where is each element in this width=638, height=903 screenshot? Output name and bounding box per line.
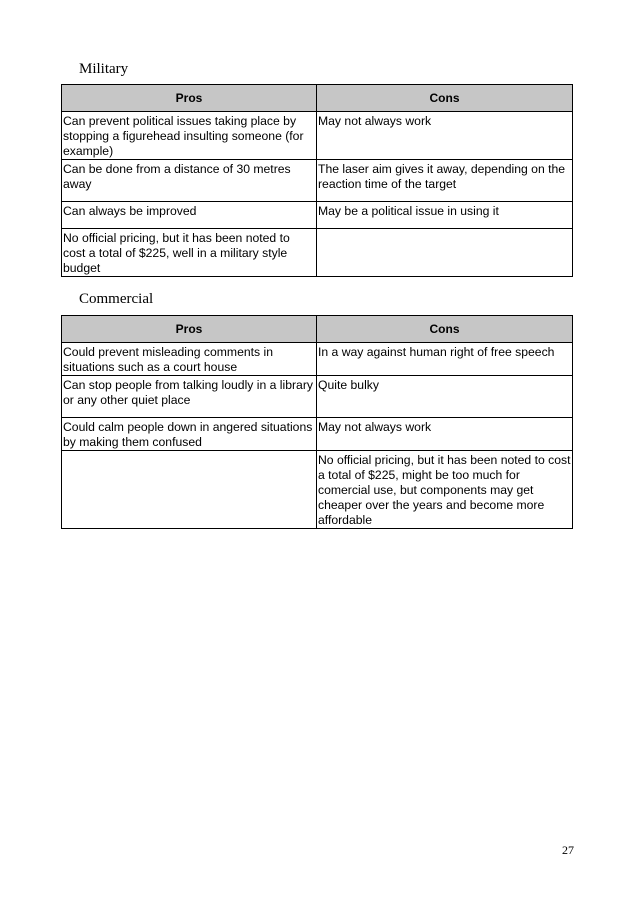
table-header-row xyxy=(62,85,573,112)
pro-cell: Can be done from a distance of 30 metres away xyxy=(62,160,317,202)
pro-cell: Can always be improved xyxy=(62,202,317,229)
con-cell: May not always work xyxy=(317,418,573,451)
table-row xyxy=(62,229,573,277)
table-row xyxy=(62,451,573,529)
con-cell: May be a political issue in using it xyxy=(317,202,573,229)
con-cell: No official pricing, but it has been noted to cost a total of $225, might be too much for comercial use, but components may get cheaper over the years and become more affordable xyxy=(317,451,573,529)
table-row xyxy=(62,418,573,451)
pro-cell: Can prevent political issues taking place by stopping a figurehead insulting someone (for example) xyxy=(62,112,317,160)
table-row xyxy=(62,112,573,160)
military-pros-cons-table xyxy=(61,84,573,277)
con-cell xyxy=(317,229,573,277)
pro-cell xyxy=(62,451,317,529)
military-section-title: Military xyxy=(79,61,129,77)
table-row xyxy=(62,160,573,202)
con-cell: The laser aim gives it away, depending on the reaction time of the target xyxy=(317,160,573,202)
pro-cell: Could calm people down in angered situations by making them confused xyxy=(62,418,317,451)
table-header-row xyxy=(62,316,573,343)
pro-cell: Can stop people from talking loudly in a library or any other quiet place xyxy=(62,376,317,418)
table-row xyxy=(62,376,573,418)
cons-header: Cons xyxy=(317,316,573,343)
pros-header: Pros xyxy=(62,316,317,343)
page-number: 27 xyxy=(562,843,574,857)
con-cell: May not always work xyxy=(317,112,573,160)
pros-header: Pros xyxy=(62,85,317,112)
con-cell: In a way against human right of free speech xyxy=(317,343,573,376)
con-cell: Quite bulky xyxy=(317,376,573,418)
pro-cell: No official pricing, but it has been noted to cost a total of $225, well in a military style budget xyxy=(62,229,317,277)
commercial-section-title: Commercial xyxy=(79,291,154,307)
table-row xyxy=(62,343,573,376)
commercial-pros-cons-table xyxy=(61,315,573,529)
pro-cell: Could prevent misleading comments in situations such as a court house xyxy=(62,343,317,376)
table-row xyxy=(62,202,573,229)
cons-header: Cons xyxy=(317,85,573,112)
